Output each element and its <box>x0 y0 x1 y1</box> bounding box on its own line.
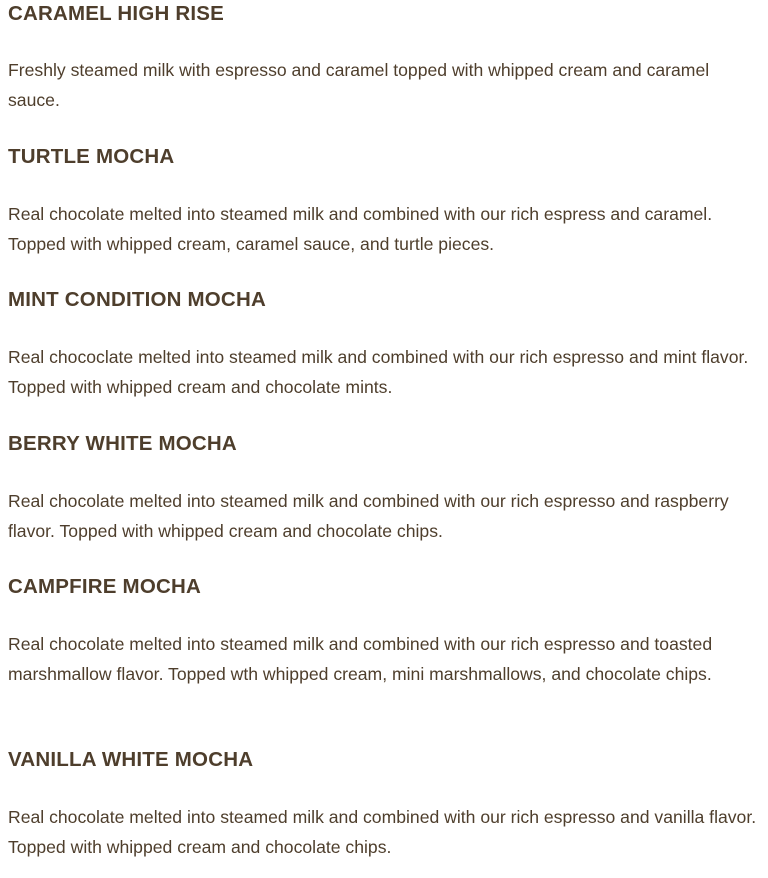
menu-item-mint-condition-mocha <box>8 286 760 397</box>
menu-item-description: Real chocolate melted into steamed milk and combined with our rich espresso and toasted marshmallow flavor. Topped wth whipped cream, mini marshmallows, and chocolate chips. <box>8 634 713 684</box>
menu-item-campfire-mocha <box>8 573 760 684</box>
menu-item-description: Freshly steamed milk with espresso and caramel topped with whipped cream and caramel sauce. <box>8 60 710 110</box>
menu-item-caramel-high-rise <box>8 0 760 110</box>
menu-item-description: Real chocolate melted into steamed milk and combined with our rich espress and caramel. Topped with whipped cream, caramel sauce, and turtle pieces. <box>8 204 713 254</box>
menu-item-title: CARAMEL HIGH RISE <box>8 2 225 25</box>
menu-item-vanilla-white-mocha <box>8 746 760 857</box>
menu-item-title: MINT CONDITION MOCHA <box>8 288 266 311</box>
menu-item-turtle-mocha <box>8 143 760 254</box>
menu-item-description: Real chococlate melted into steamed milk and combined with our rich espresso and mint flavor. Topped with whipped cream and chocolate mints. <box>8 347 749 397</box>
menu-item-description: Real chocolate melted into steamed milk and combined with our rich espresso and vanilla flavor. Topped with whipped cream and chocolate chips. <box>8 807 757 857</box>
menu-item-title: CAMPFIRE MOCHA <box>8 575 201 598</box>
menu-item-berry-white-mocha <box>8 430 760 541</box>
menu-item-title: BERRY WHITE MOCHA <box>8 432 237 455</box>
menu-item-title: VANILLA WHITE MOCHA <box>8 748 254 771</box>
menu-item-description: Real chocolate melted into steamed milk and combined with our rich espresso and raspberry flavor. Topped with whipped cream and chocolate chips. <box>8 491 729 541</box>
menu-item-title: TURTLE MOCHA <box>8 145 175 168</box>
